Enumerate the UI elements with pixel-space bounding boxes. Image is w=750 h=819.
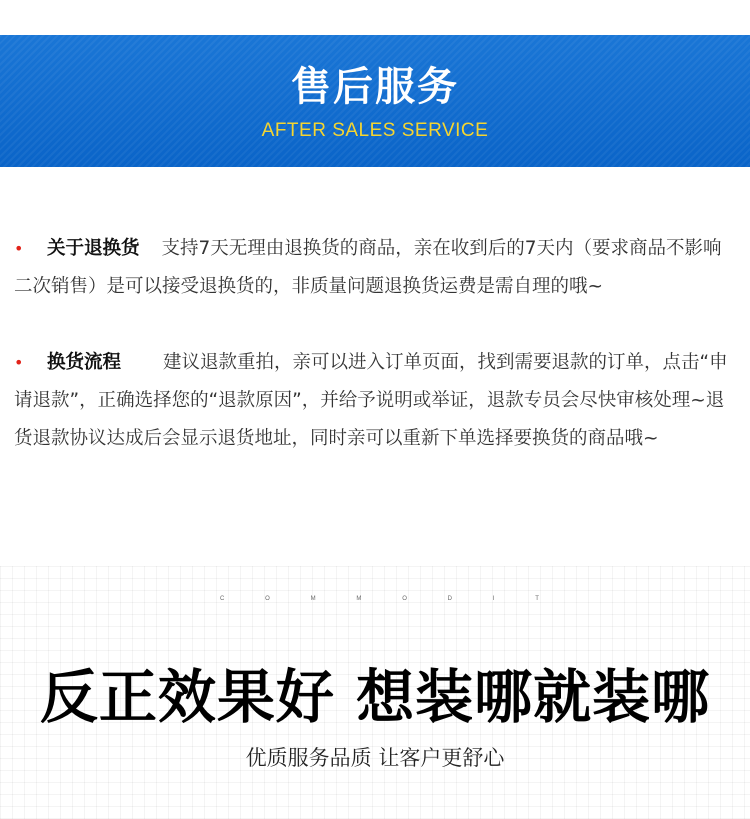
letter: O [265, 596, 271, 602]
after-sales-banner [0, 35, 750, 167]
exchange-process-section [14, 344, 736, 458]
section-text: 支持7天无理由退换货的商品，亲在收到后的7天内（要求商品不影响二次销售）是可以接受退换货的，非质量问题退换货运费是需自理的哦~ [14, 238, 722, 297]
slogan-subline: 优质服务品质 让客户更舒心 [245, 746, 505, 770]
letter: T [535, 596, 540, 602]
return-policy-section [14, 230, 736, 306]
letter: M [356, 596, 363, 602]
banner-subtitle: AFTER SALES SERVICE [261, 120, 489, 141]
section-heading: 换货流程 [47, 352, 122, 373]
letter: M [310, 596, 317, 602]
bullet-icon: • [14, 239, 24, 258]
section-heading: 关于退换货 [47, 238, 140, 259]
banner-title: 售后服务 [291, 64, 459, 110]
slogan-panel [0, 566, 750, 819]
slogan-headline: 反正效果好 想装哪就装哪 [39, 663, 711, 731]
section-text: 建议退款重拍，亲可以进入订单页面，找到需要退款的订单，点击“申请退款”，正确选择您的“退款原因”，并给予说明或举证，退款专员会尽快审核处理~退货退款协议达成后会显示退货地址，同时亲可以重新下单选择要换货的商品哦~ [14, 352, 728, 449]
commodit-letters [220, 596, 540, 602]
letter: D [447, 596, 454, 602]
letter: O [402, 596, 408, 602]
letter: I [492, 596, 496, 602]
bullet-icon: • [14, 353, 24, 372]
letter: C [220, 596, 226, 602]
